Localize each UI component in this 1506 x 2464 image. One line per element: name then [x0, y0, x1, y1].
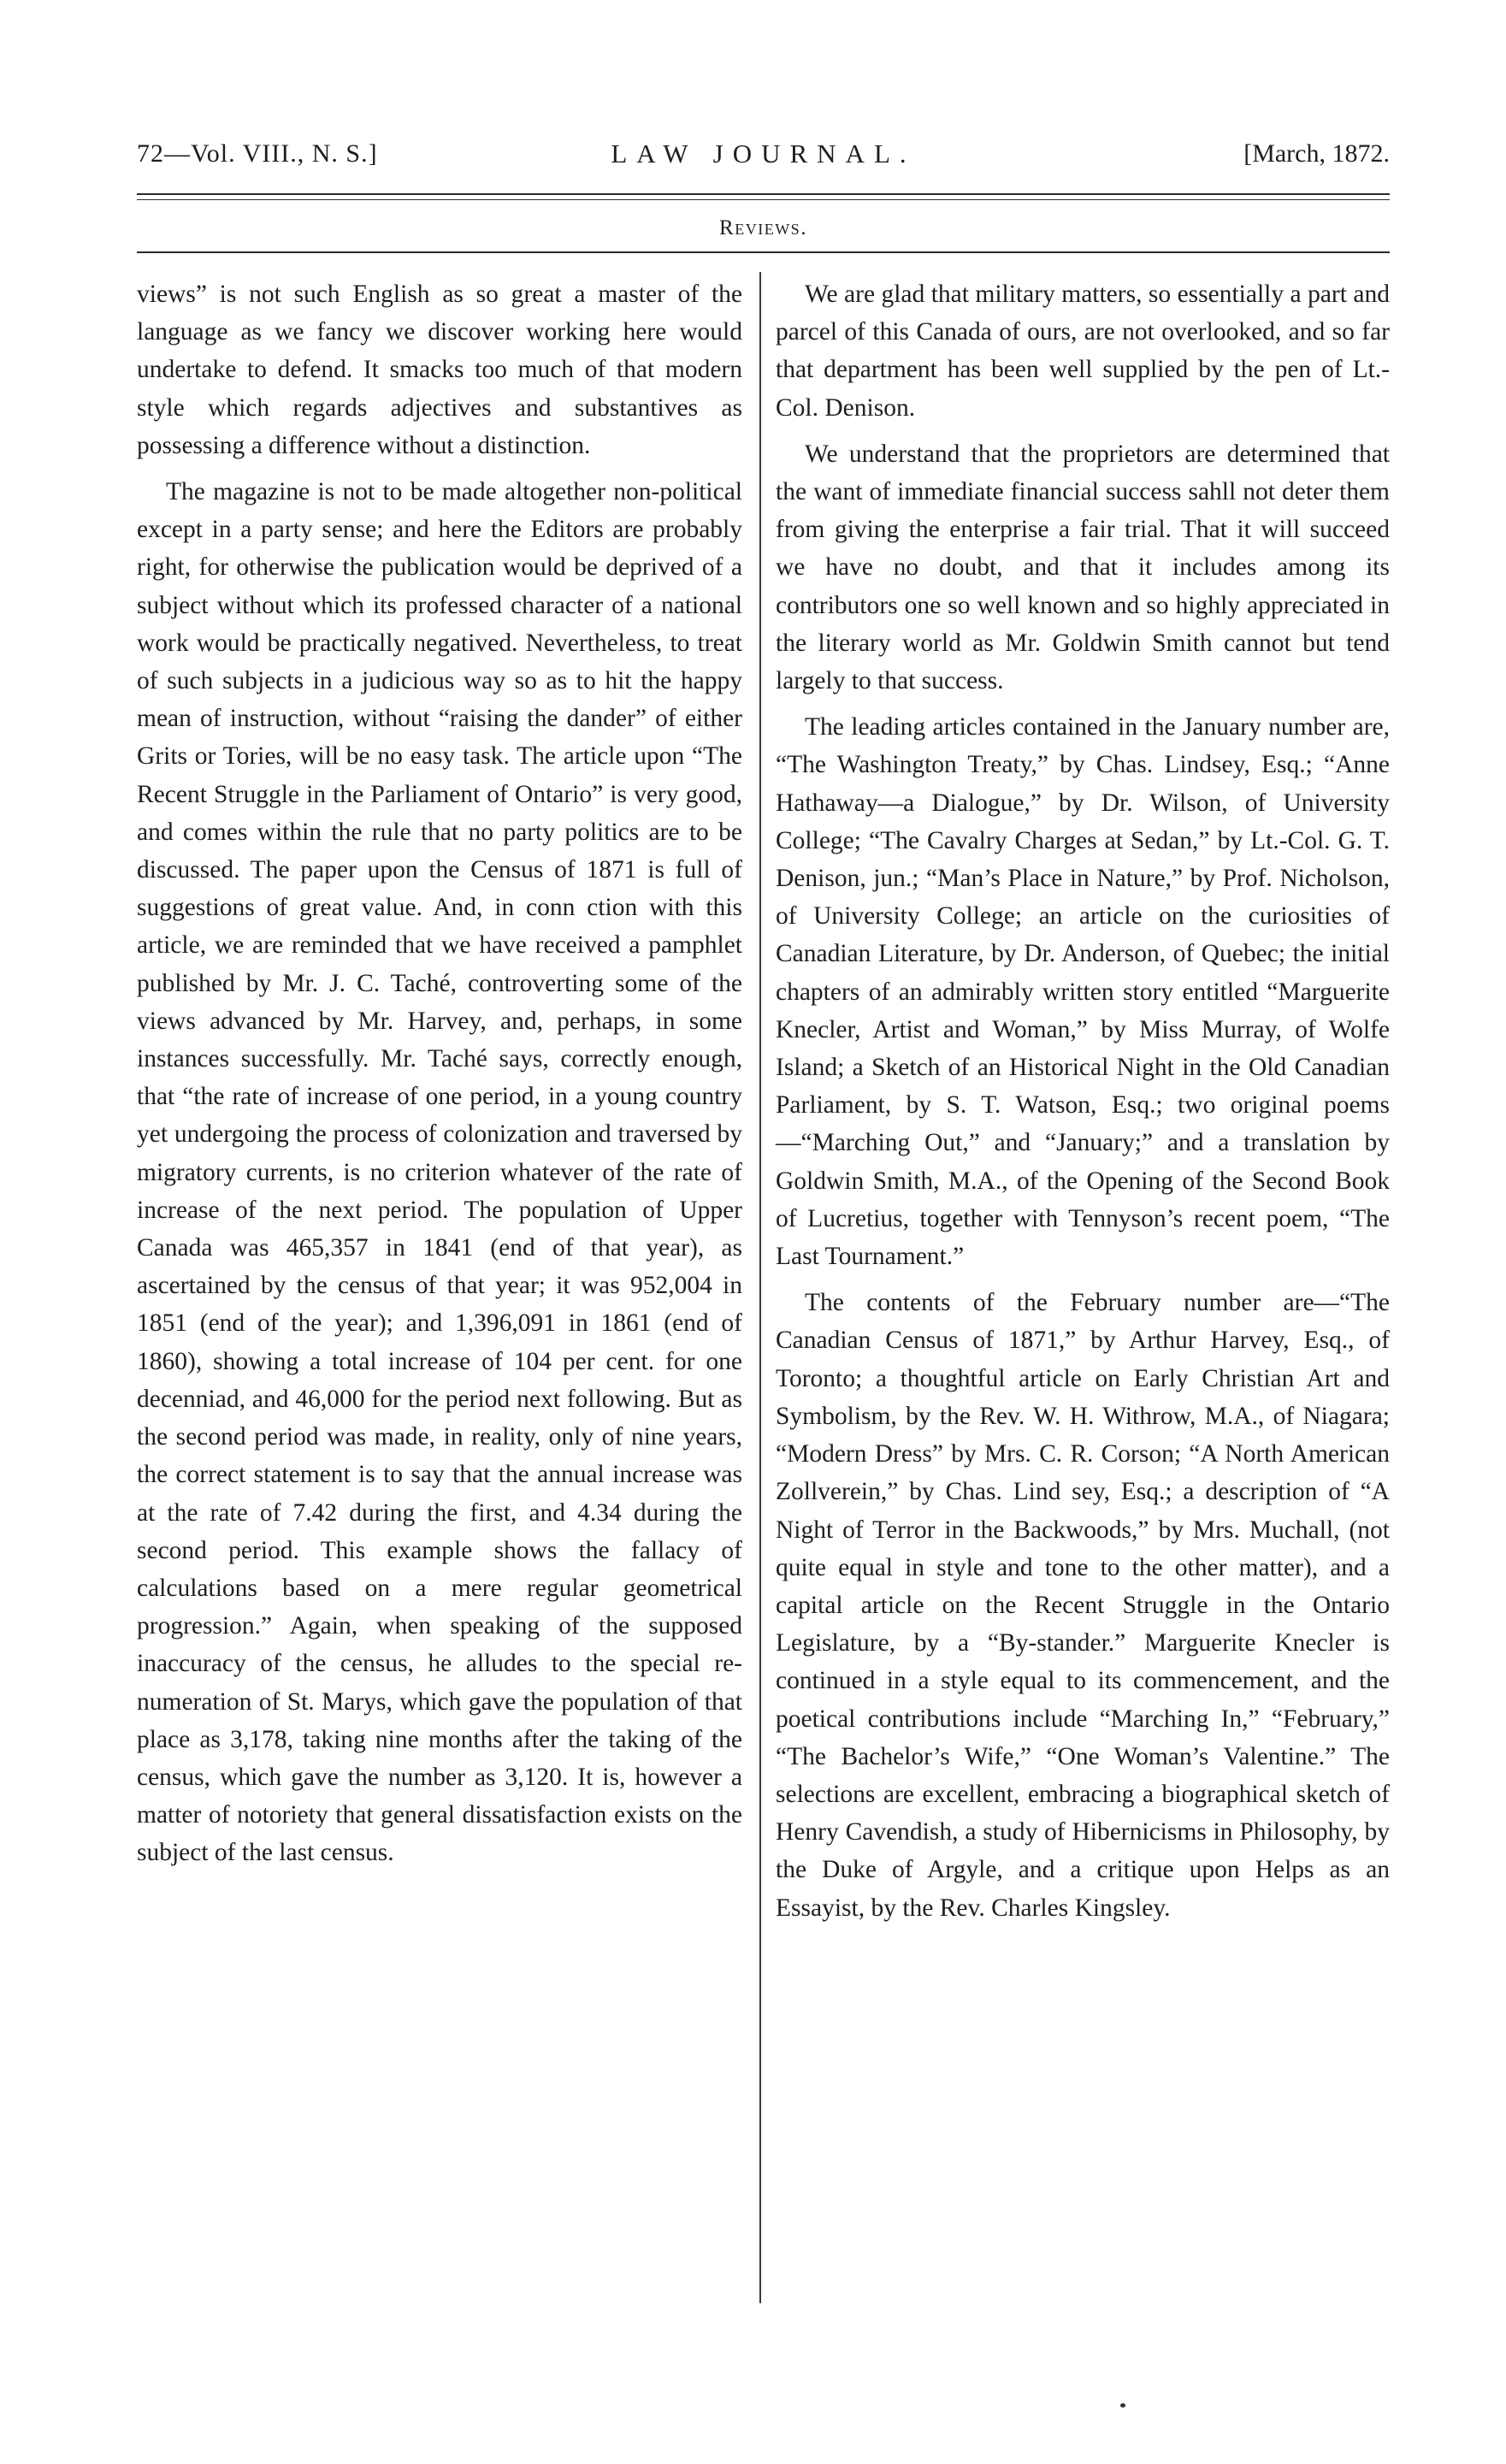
left-column	[137, 275, 742, 1872]
right-paragraph-1: We are glad that military matters, so essentially a part and parcel of this Canada of ours, are not overlooked, and so far that department has been well supplied by the pen of Lt.-Col. Denison.	[776, 281, 1390, 422]
header-double-rule	[137, 193, 1390, 200]
section-rule	[137, 251, 1390, 253]
column-divider	[759, 272, 761, 2303]
running-head	[137, 135, 1390, 173]
ink-speck	[1120, 2403, 1125, 2408]
right-paragraph-4: The contents of the February number are—“The Canadian Census of 1871,” by Arthur Harvey, Esq., of Toronto; a thoughtful article on Early Christian Art and Symbolism, by the Rev. W. H. Withrow, M.A., of Niagara; “Modern Dress” by Mrs. C. R. Corson; “A North American Zollverein,” by Chas. Lind sey, Esq.; a description of “A Night of Terror in the Backwoods,” by Mrs. Muchall, (not quite equal in style and tone to the other matter), and a capital article on the Recent Struggle in the Ontario Legislature, by a “By-stander.” Marguerite Knecler is continued in a style equal to its commencement, and the poetical contributions include “Marching In,” “February,” “The Bachelor’s Wife,” “One Woman’s Valentine.” The selections are excellent, embracing a biographical sketch of Henry Cavendish, a study of Hibernicisms in Philosophy, by the Duke of Argyle, and a critique upon Helps as an Essayist, by the Rev. Charles Kingsley.	[776, 1289, 1390, 1922]
journal-title: LAW JOURNAL.	[611, 139, 916, 168]
right-paragraph-3: The leading articles contained in the January number are, “The Washington Treaty,” by Chas. Lindsey, Esq.; “Anne Hathaway—a Dialogue,” by Dr. Wilson, of University College; “The Cavalry Charges at Sedan,” by Lt.-Col. G. T. Denison, jun.; “Man’s Place in Nature,” by Prof. Nicholson, of University College; an article on the curiosities of Canadian Literature, by Dr. Anderson, of Quebec; the initial chapters of an admirably written story entitled “Marguerite Knecler, Artist and Woman,” by Miss Murray, of Wolfe Island; a Sketch of an Historical Night in the Old Canadian Parliament, by S. T. Watson, Esq.; two original poems—“Marching Out,” and “January;” and a translation by Goldwin Smith, M.A., of the Opening of the Second Book of Lucretius, together with Tennyson’s recent poem, “The Last Tournament.”	[776, 713, 1390, 1271]
left-paragraph-2: The magazine is not to be made altogether non-political except in a party sense; and here the Editors are probably right, for otherwise the publication would be deprived of a subject without which its professed character of a national work would be practically negatived. Nevertheless, to treat of such subjects in a judicious way so as to hit the happy mean of instruction, without “raising the dander” of either Grits or Tories, will be no easy task. The article upon “The Recent Struggle in the Parliament of Ontario” is very good, and comes within the rule that no party politics are to be discussed. The paper upon the Census of 1871 is full of suggestions of great value. And, in conn ction with this article, we are reminded that we have received a pamphlet published by Mr. J. C. Taché, controverting some of the views advanced by Mr. Harvey, and, perhaps, in some instances successfully. Mr. Taché says, correctly enough, that “the rate of increase of one period, in a young country yet undergoing the process of colonization and traversed by migratory currents, is no criterion whatever of the rate of increase of the next period. The population of Upper Canada was 465,357 in 1841 (end of that year), as ascertained by the census of that year; it was 952,004 in 1851 (end of the year); and 1,396,091 in 1861 (end of 1860), showing a total increase of 104 per cent. for one decenniad, and 46,000 for the period next following. But as the second period was made, in reality, only of nine years, the correct statement is to say that the annual increase was at the rate of 7.42 during the first, and 4.34 during the second period. This example shows the fallacy of calculations based on a mere regular geometrical progression.” Again, when speaking of the supposed inaccuracy of the census, he alludes to the special re-numeration of St. Marys, which gave the population of that place as 3,178, taking nine months after the taking of the census, which gave the number as 3,120. It is, however a matter of notoriety that general dissatisfaction exists on the subject of the last census.	[137, 478, 742, 1867]
left-paragraph-1: views” is not such English as so great a master of the language as we fancy we discover working here would undertake to defend. It smacks too much of that modern style which regards adjectives and substantives as possessing a difference without a distinction.	[137, 281, 742, 459]
section-title: Reviews.	[719, 216, 807, 239]
right-column	[776, 275, 1390, 1927]
issue-date: [March, 1872.	[1243, 139, 1390, 168]
right-paragraph-2: We understand that the proprietors are determined that the want of immediate financial success sahll not deter them from giving the enterprise a fair trial. That it will succeed we have no doubt, and that it includes among its contributors one so well known and so highly appreciated in the literary world as Mr. Goldwin Smith cannot but tend largely to that success.	[776, 440, 1390, 695]
page-number-volume: 72—Vol. VIII., N. S.]	[137, 139, 378, 168]
